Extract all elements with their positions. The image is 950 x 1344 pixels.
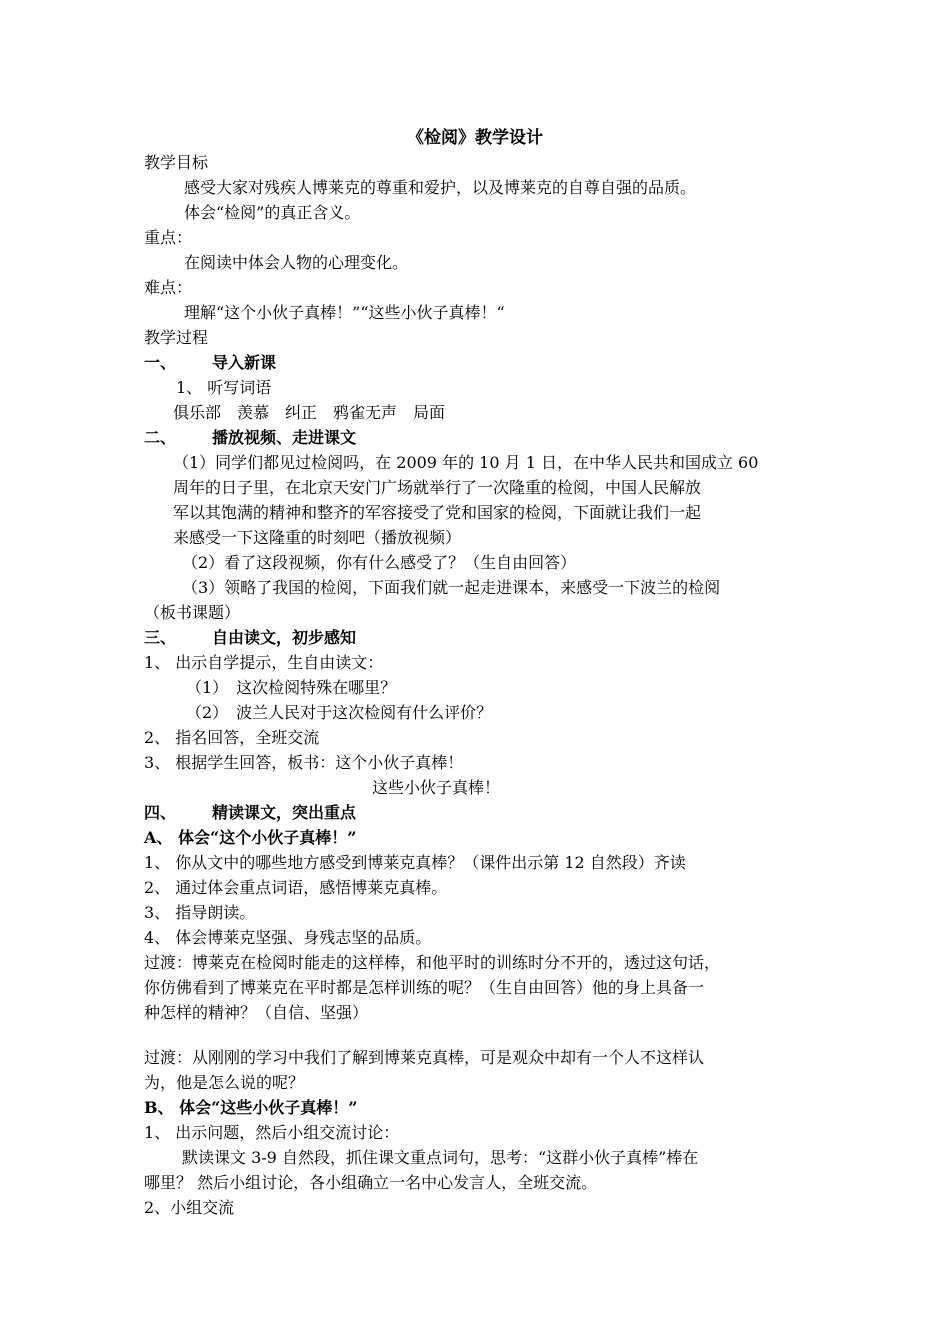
document-title: 《检阅》教学设计 bbox=[407, 128, 543, 148]
process-heading: 教学过程 bbox=[144, 328, 209, 347]
section-2-title: 播放视频、走进课文 bbox=[212, 428, 357, 447]
section-1-number: 一、 bbox=[144, 353, 177, 372]
section-4-a-item-4: 4、 体会博莱克坚强、身残志坚的品质。 bbox=[144, 928, 432, 947]
section-4-a-item-3: 3、 指导朗读。 bbox=[144, 903, 256, 922]
section-4-part-a-heading: A、 体会“这个小伙子真棒！” bbox=[144, 828, 357, 847]
section-3-number: 三、 bbox=[144, 628, 177, 647]
section-2-para-1-line-2: 周年的日子里，在北京天安门广场就举行了一次隆重的检阅，中国人民解放 bbox=[173, 478, 702, 497]
section-3-item-1a: （1） 这次检阅特殊在哪里？ bbox=[186, 678, 397, 697]
section-4-transition-2-line-1: 过渡：从刚刚的学习中我们了解到博莱克真棒，可是观众中却有一个人不这样认 bbox=[144, 1048, 705, 1067]
section-3-item-1b: （2） 波兰人民对于这次检阅有什么评价？ bbox=[186, 703, 493, 722]
section-2-number: 二、 bbox=[144, 428, 177, 447]
section-2-para-2: （2）看了这段视频，你有什么感受了？（生自由回答） bbox=[182, 553, 577, 572]
section-2-para-1-line-3: 军以其饱满的精神和整齐的军容接受了党和国家的检阅，下面就让我们一起 bbox=[173, 503, 702, 522]
difficulty-heading: 难点： bbox=[144, 278, 193, 297]
section-1-title: 导入新课 bbox=[212, 353, 277, 372]
section-4-b-item-1-line-2: 哪里？ 然后小组讨论，各小组确立一名中心发言人，全班交流。 bbox=[144, 1173, 598, 1192]
section-4-b-item-1-line-1: 默读课文 3-9 自然段，抓住课文重点词句，思考：“这群小伙子真棒”棒在 bbox=[182, 1148, 699, 1167]
section-2-para-3-line-2: （板书课题） bbox=[144, 603, 241, 622]
section-3-item-3-board-line-2: 这些小伙子真棒！ bbox=[372, 778, 501, 797]
objective-1: 感受大家对残疾人博莱克的尊重和爱护，以及博莱克的自尊自强的品质。 bbox=[184, 178, 697, 197]
difficulty-text: 理解“这个小伙子真棒！”“这些小伙子真棒！“ bbox=[184, 303, 505, 322]
section-4-a-item-1: 1、 你从文中的哪些地方感受到博莱克真棒？（课件出示第 12 自然段）齐读 bbox=[144, 853, 686, 872]
section-4-part-b-heading: B、 体会“这些小伙子真棒！” bbox=[144, 1098, 358, 1117]
section-4-transition-2-line-2: 为，他是怎么说的呢？ bbox=[144, 1073, 305, 1092]
section-4-number: 四、 bbox=[144, 803, 177, 822]
section-4-b-item-1: 1、 出示问题，然后小组交流讨论： bbox=[144, 1123, 400, 1142]
section-4-title: 精读课文，突出重点 bbox=[212, 803, 357, 822]
section-2-para-3-line-1: （3）领略了我国的检阅，下面我们就一起走进课本，来感受一下波兰的检阅 bbox=[182, 578, 721, 597]
section-4-transition-1-line-2: 你仿佛看到了博莱克在平时都是怎样训练的呢？（生自由回答）他的身上具备一 bbox=[144, 978, 705, 997]
objective-2: 体会“检阅”的真正含义。 bbox=[184, 203, 361, 222]
section-3-item-1: 1、 出示自学提示，生自由读文： bbox=[144, 653, 384, 672]
section-4-a-item-2: 2、 通过体会重点词语，感悟博莱克真棒。 bbox=[144, 878, 448, 897]
section-4-b-item-2: 2、小组交流 bbox=[144, 1198, 235, 1217]
section-4-transition-1-line-1: 过渡：博莱克在检阅时能走的这样棒，和他平时的训练时分不开的，透过这句话， bbox=[144, 953, 721, 972]
key-text: 在阅读中体会人物的心理变化。 bbox=[184, 253, 409, 272]
section-1-item-1: 1、 听写词语 bbox=[176, 378, 272, 397]
section-4-transition-1-line-3: 种怎样的精神？（自信、坚强） bbox=[144, 1003, 369, 1022]
section-3-item-3: 3、 根据学生回答，板书：这个小伙子真棒！ bbox=[144, 753, 464, 772]
section-2-para-1-line-4: 来感受一下这隆重的时刻吧（播放视频） bbox=[173, 528, 462, 547]
section-2-para-1-line-1: （1）同学们都见过检阅吗，在 2009 年的 10 月 1 日，在中华人民共和国成立 60 bbox=[173, 453, 759, 472]
section-3-title: 自由读文，初步感知 bbox=[212, 628, 357, 647]
section-1-words: 俱乐部 羡慕 纠正 鸦雀无声 局面 bbox=[173, 403, 446, 422]
section-3-item-2: 2、 指名回答，全班交流 bbox=[144, 728, 320, 747]
key-heading: 重点： bbox=[144, 228, 193, 247]
objectives-heading: 教学目标 bbox=[144, 153, 209, 172]
